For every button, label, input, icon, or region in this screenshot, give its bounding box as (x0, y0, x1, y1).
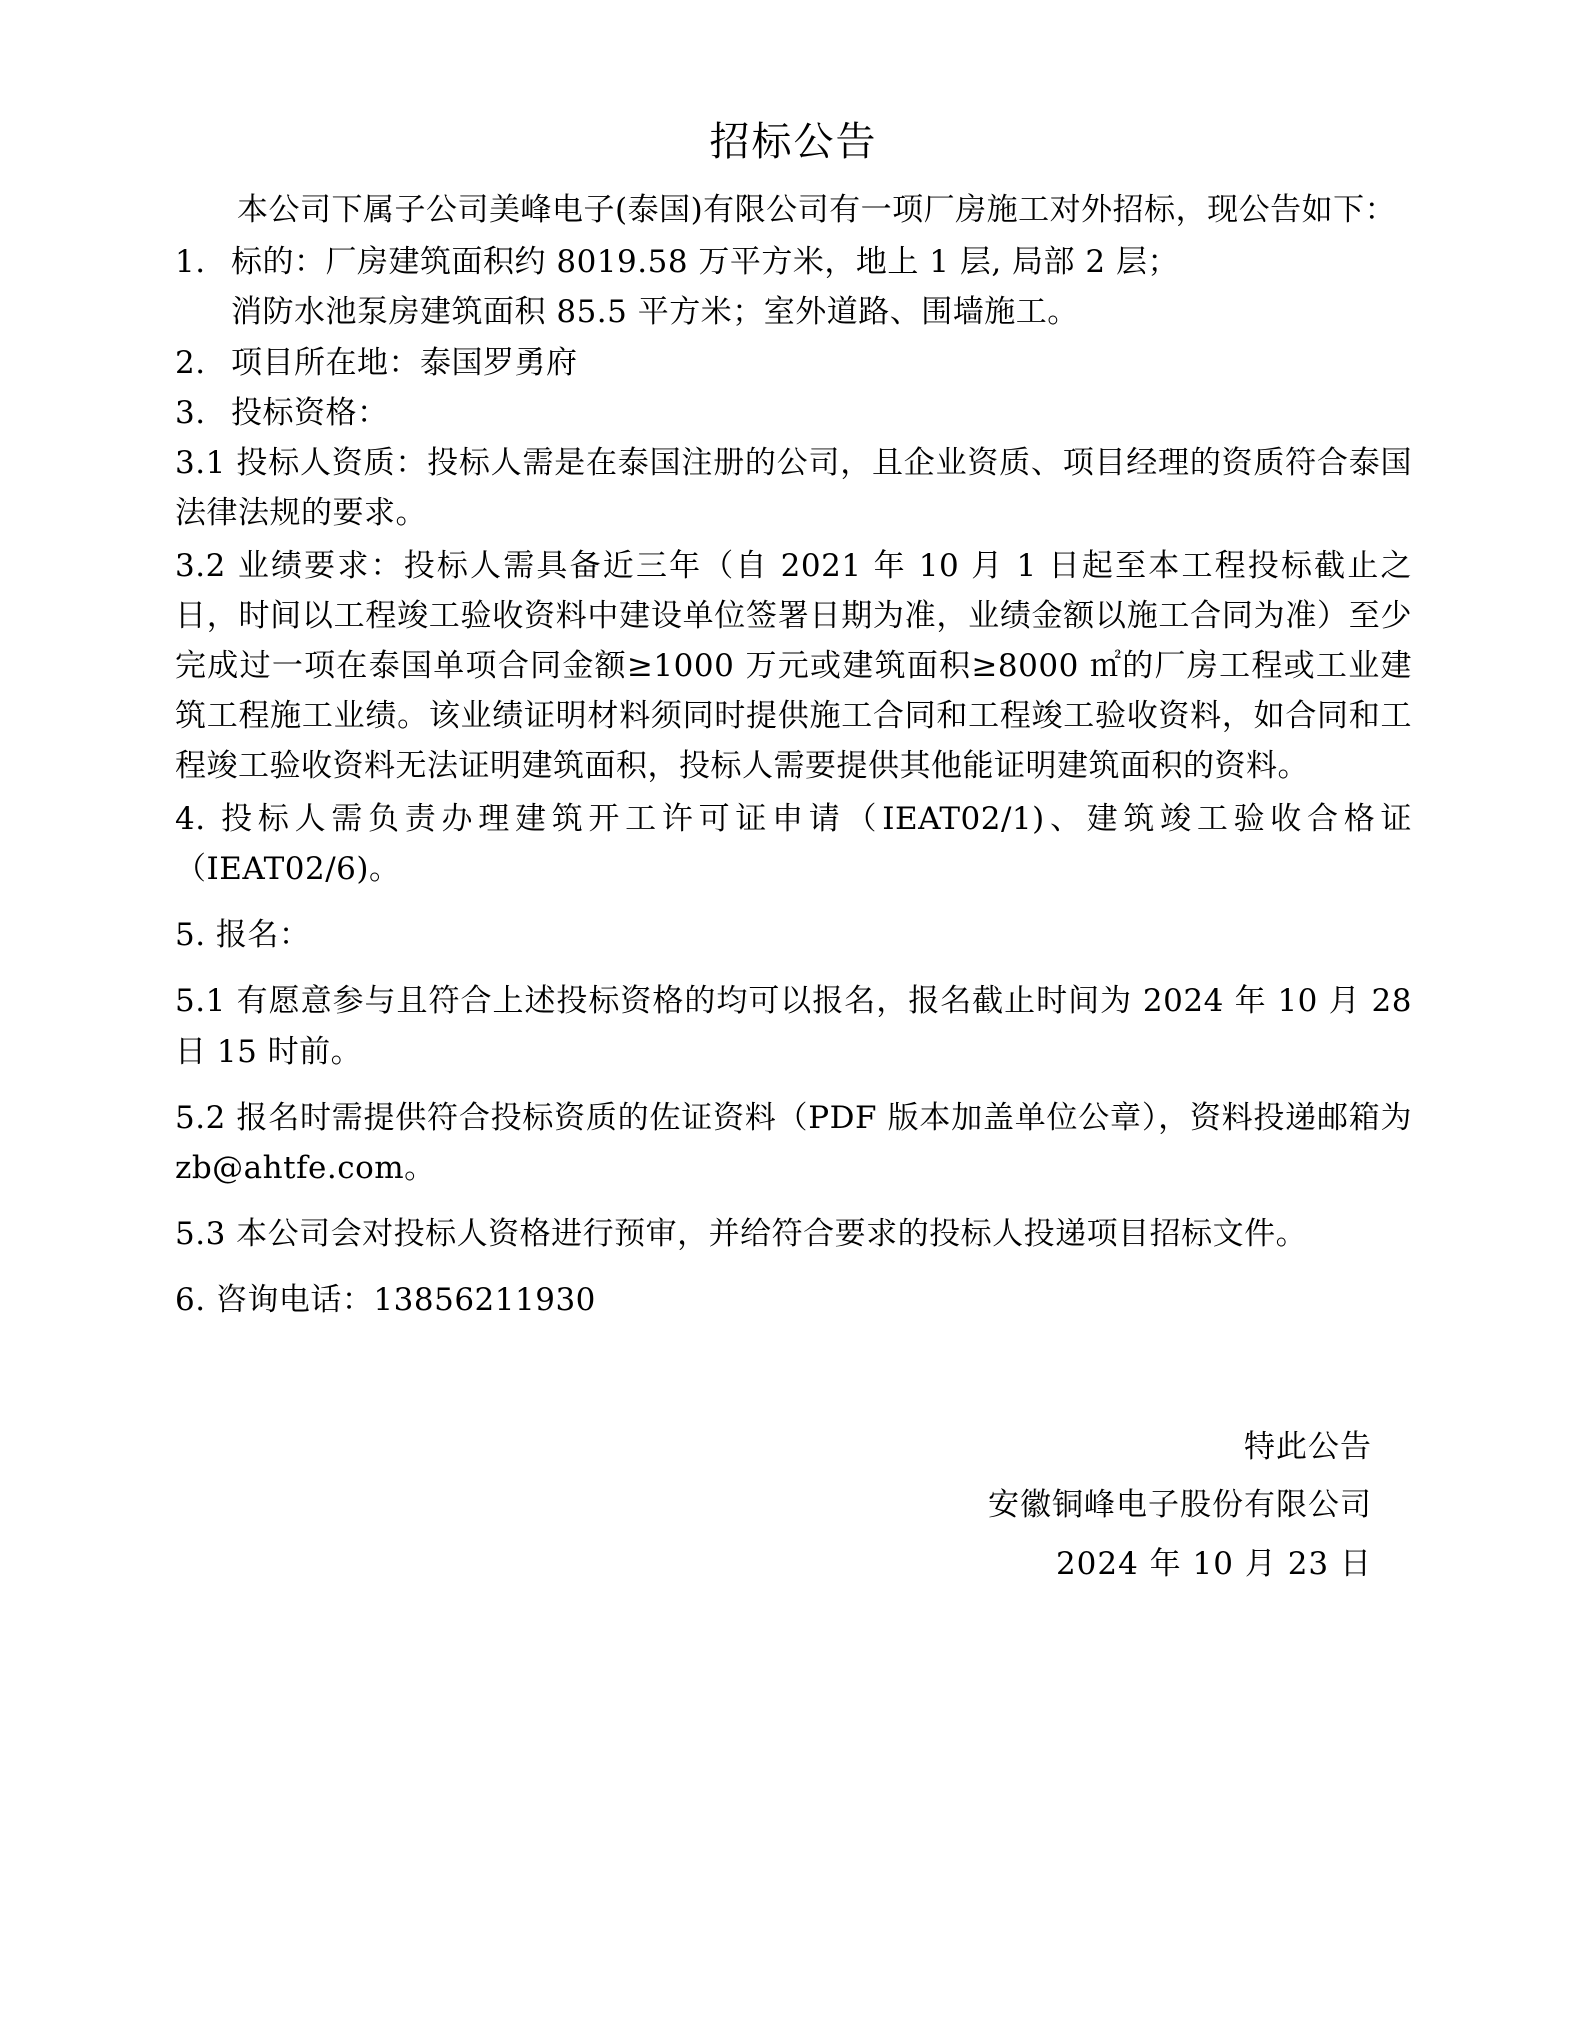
list-item-2-number: 2. (175, 344, 206, 381)
list-item-3 (175, 388, 1412, 438)
list-item-2-body: 项目所在地：泰国罗勇府 (231, 344, 578, 381)
list-item-1-line-2: 消防水池泵房建筑面积 85.5 平方米；室外道路、围墙施工。 (231, 294, 1079, 331)
signature-company: 安徽铜峰电子股份有限公司 (988, 1487, 1372, 1524)
clause-4: 4. 投标人需负责办理建筑开工许可证申请（IEAT02/1)、建筑竣工验收合格证（IEAT02/6)。 (175, 800, 1412, 887)
clause-3-2: 3.2 业绩要求：投标人需具备近三年（自 2021 年 10 月 1 日起至本工程投标截止之日，时间以工程竣工验收资料中建设单位签署日期为准，业绩金额以施工合同为准）至少完成过一项在泰国单项合同金额≥1000 万元或建筑面积≥8000 ㎡的厂房工程或工业建筑工程施工业绩。该业绩证明材料须同时提供施工合同和工程竣工验收资料，如合同和工程竣工验收资料无法证明建筑面积，投标人需要提供其他能证明建筑面积的资料。 (175, 547, 1412, 785)
intro-paragraph: 本公司下属子公司美峰电子(泰国)有限公司有一项厂房施工对外招标，现公告如下： (237, 192, 1397, 228)
clause-5-3: 5.3 本公司会对投标人资格进行预审，并给符合要求的投标人投递项目招标文件。 (175, 1216, 1308, 1253)
list-item-2 (175, 338, 1412, 388)
clause-5-2: 5.2 报名时需提供符合投标资质的佐证资料（PDF 版本加盖单位公章），资料投递邮箱为 zb@ahtfe.com。 (175, 1099, 1412, 1186)
page-title: 招标公告 (709, 119, 878, 165)
list-item-1-number: 1. (175, 244, 206, 281)
list-item-1 (175, 237, 1412, 337)
signature-notice: 特此公告 (1244, 1428, 1372, 1465)
list-item-1-body (231, 237, 1412, 337)
list-item-3-number: 3. (175, 394, 206, 431)
signature-date: 2024 年 10 月 23 日 (1055, 1546, 1372, 1583)
clause-3-1: 3.1 投标人资质：投标人需是在泰国注册的公司，且企业资质、项目经理的资质符合泰国法律法规的要求。 (175, 445, 1412, 532)
clause-5: 5. 报名： (175, 917, 311, 954)
signature-block (175, 1418, 1412, 1595)
clause-5-1: 5.1 有愿意参与且符合上述投标资格的均可以报名，报名截止时间为 2024 年 10 月 28 日 15 时前。 (175, 983, 1412, 1070)
list-item-3-body: 投标资格： (231, 394, 389, 431)
clause-6: 6. 咨询电话：13856211930 (175, 1282, 596, 1319)
list-item-1-line-1: 标的：厂房建筑面积约 8019.58 万平方米，地上 1 层, 局部 2 层； (231, 244, 1179, 281)
